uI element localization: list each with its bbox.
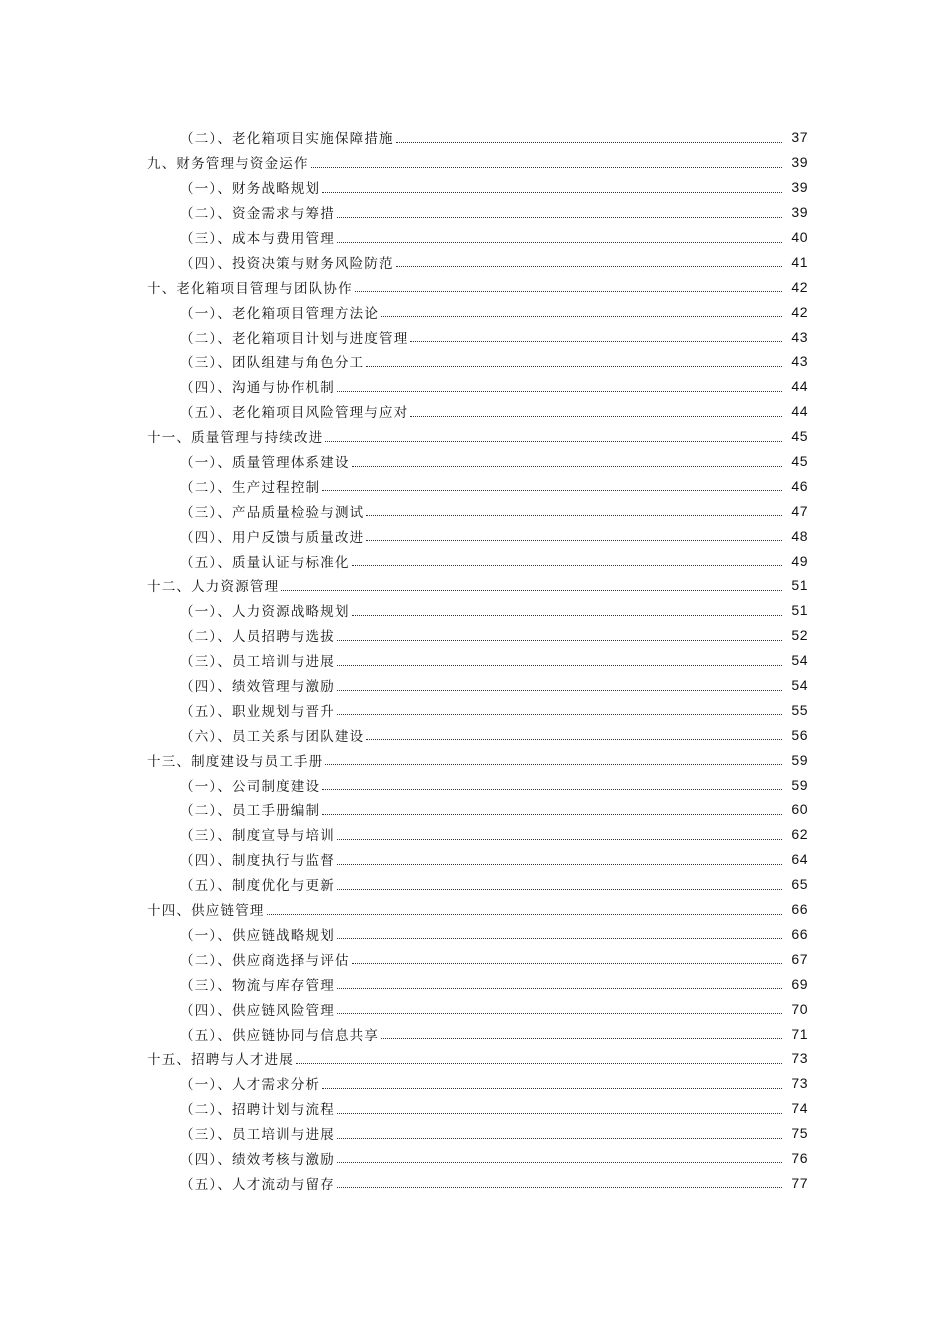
toc-section-entry[interactable]	[0, 847, 950, 872]
toc-page-number: 60	[791, 801, 808, 818]
toc-page-number: 47	[791, 502, 808, 519]
toc-entry-label: （三）、物流与库存管理	[180, 977, 335, 994]
toc-page-number: 39	[791, 179, 808, 196]
toc-page-number: 54	[791, 677, 808, 694]
toc-dot-leader	[381, 316, 782, 317]
toc-page-number: 76	[791, 1149, 808, 1166]
toc-section-entry[interactable]	[0, 249, 950, 274]
toc-page-number: 42	[791, 303, 808, 320]
toc-entry-label: （二）、员工手册编制	[180, 803, 321, 820]
toc-page-number: 66	[791, 901, 808, 918]
toc-dot-leader	[337, 1187, 782, 1188]
toc-dot-leader	[337, 1013, 782, 1014]
toc-page-number: 75	[791, 1125, 808, 1142]
toc-entry-label: （二）、招聘计划与流程	[180, 1102, 335, 1119]
toc-entry-label: （一）、人才需求分析	[180, 1077, 321, 1094]
toc-entry-label: （五）、职业规划与晋升	[180, 703, 335, 720]
toc-entry-label: 十四、供应链管理	[147, 903, 265, 920]
toc-entry-label: 十二、人力资源管理	[147, 579, 280, 596]
toc-entry-label: （五）、老化箱项目风险管理与应对	[180, 405, 409, 422]
toc-page-number: 52	[791, 627, 808, 644]
toc-entry-label: （三）、制度宣导与培训	[180, 828, 335, 845]
toc-section-entry[interactable]	[0, 996, 950, 1021]
toc-section-entry[interactable]	[0, 971, 950, 996]
toc-entry-label: （五）、制度优化与更新	[180, 878, 335, 895]
toc-page-number: 44	[791, 403, 808, 420]
toc-chapter-entry[interactable]	[0, 573, 950, 598]
toc-section-entry[interactable]	[0, 697, 950, 722]
toc-dot-leader	[337, 1113, 782, 1114]
toc-page-number: 62	[791, 826, 808, 843]
toc-page-number: 73	[791, 1075, 808, 1092]
toc-section-entry[interactable]	[0, 722, 950, 747]
toc-section-entry[interactable]	[0, 1121, 950, 1146]
toc-entry-label: （四）、投资决策与财务风险防范	[180, 255, 394, 272]
toc-dot-leader	[337, 839, 782, 840]
toc-section-entry[interactable]	[0, 1021, 950, 1046]
toc-dot-leader	[337, 640, 782, 641]
toc-section-entry[interactable]	[0, 523, 950, 548]
toc-page-number: 44	[791, 378, 808, 395]
toc-chapter-entry[interactable]	[0, 424, 950, 449]
toc-entry-label: （四）、制度执行与监督	[180, 853, 335, 870]
toc-page-number: 77	[791, 1174, 808, 1191]
toc-dot-leader	[396, 142, 782, 143]
toc-page-number: 70	[791, 1000, 808, 1017]
toc-dot-leader	[352, 565, 782, 566]
toc-entry-label: 十、老化箱项目管理与团队协作	[147, 280, 353, 297]
toc-dot-leader	[337, 217, 782, 218]
toc-page-number: 45	[791, 453, 808, 470]
toc-dot-leader	[281, 590, 782, 591]
toc-section-entry[interactable]	[0, 473, 950, 498]
toc-page-number: 54	[791, 652, 808, 669]
toc-page-number: 56	[791, 726, 808, 743]
toc-entry-label: （一）、人力资源战略规划	[180, 604, 350, 621]
toc-dot-leader	[352, 466, 782, 467]
toc-entry-label: 九、财务管理与资金运作	[147, 156, 309, 173]
toc-section-entry[interactable]	[0, 673, 950, 698]
toc-dot-leader	[337, 690, 782, 691]
toc-section-entry[interactable]	[0, 1146, 950, 1171]
toc-page-number: 37	[791, 129, 808, 146]
toc-entry-label: 十一、质量管理与持续改进	[147, 430, 324, 447]
toc-chapter-entry[interactable]	[0, 274, 950, 299]
toc-dot-leader	[337, 889, 782, 890]
toc-dot-leader	[352, 615, 782, 616]
toc-dot-leader	[322, 192, 782, 193]
toc-dot-leader	[410, 341, 782, 342]
toc-dot-leader	[366, 739, 782, 740]
toc-page-number: 45	[791, 428, 808, 445]
toc-page-number: 43	[791, 328, 808, 345]
toc-dot-leader	[325, 764, 782, 765]
toc-entry-label: 十三、制度建设与员工手册	[147, 753, 324, 770]
toc-section-entry[interactable]	[0, 225, 950, 250]
toc-section-entry[interactable]	[0, 125, 950, 150]
toc-section-entry[interactable]	[0, 946, 950, 971]
toc-dot-leader	[337, 1138, 782, 1139]
toc-entry-label: （二）、供应商选择与评估	[180, 952, 350, 969]
toc-page-number: 64	[791, 851, 808, 868]
toc-dot-leader	[325, 441, 782, 442]
toc-section-entry[interactable]	[0, 623, 950, 648]
toc-page-number: 40	[791, 229, 808, 245]
toc-section-entry[interactable]	[0, 175, 950, 200]
toc-chapter-entry[interactable]	[0, 747, 950, 772]
toc-dot-leader	[352, 963, 782, 964]
toc-entry-label: （一）、供应链战略规划	[180, 927, 335, 944]
toc-entry-label: （一）、公司制度建设	[180, 778, 321, 795]
toc-chapter-entry[interactable]	[0, 1046, 950, 1071]
toc-dot-leader	[410, 416, 782, 417]
toc-page-number: 59	[791, 776, 808, 793]
toc-entry-label: （三）、员工培训与进展	[180, 654, 335, 671]
toc-dot-leader	[337, 1162, 782, 1163]
toc-section-entry[interactable]	[0, 872, 950, 897]
toc-page-number: 67	[791, 950, 808, 967]
toc-page-number: 48	[791, 527, 808, 544]
toc-section-entry[interactable]	[0, 399, 950, 424]
toc-page-number: 49	[791, 552, 808, 569]
toc-section-entry[interactable]	[0, 200, 950, 225]
toc-dot-leader	[337, 714, 782, 715]
toc-page-number: 59	[791, 751, 808, 768]
toc-section-entry[interactable]	[0, 299, 950, 324]
toc-dot-leader	[366, 366, 782, 367]
toc-section-entry[interactable]	[0, 598, 950, 623]
toc-dot-leader	[322, 1088, 782, 1089]
toc-entry-label: （二）、资金需求与筹措	[180, 206, 335, 223]
toc-page-number: 51	[791, 577, 808, 594]
toc-chapter-entry[interactable]	[0, 897, 950, 922]
toc-entry-label: （三）、员工培训与进展	[180, 1127, 335, 1144]
toc-entry-label: （五）、供应链协同与信息共享	[180, 1027, 380, 1044]
toc-dot-leader	[311, 167, 782, 168]
toc-entry-label: （一）、老化箱项目管理方法论	[180, 305, 380, 322]
toc-entry-label: （三）、产品质量检验与测试	[180, 504, 365, 521]
toc-entry-label: （四）、用户反馈与质量改进	[180, 529, 365, 546]
toc-entry-label: （一）、质量管理体系建设	[180, 455, 350, 472]
toc-dot-leader	[396, 266, 782, 267]
toc-page-number: 69	[791, 975, 808, 992]
toc-dot-leader	[355, 291, 782, 292]
toc-entry-label: （三）、团队组建与角色分工	[180, 355, 365, 372]
toc-dot-leader	[337, 242, 782, 243]
toc-entry-label: （五）、人才流动与留存	[180, 1176, 335, 1193]
toc-dot-leader	[337, 988, 782, 989]
toc-dot-leader	[322, 490, 782, 491]
toc-section-entry[interactable]	[0, 349, 950, 374]
toc-page-number: 39	[791, 154, 808, 171]
toc-page-number: 73	[791, 1050, 808, 1067]
toc-dot-leader	[337, 665, 782, 666]
toc-section-entry[interactable]	[0, 498, 950, 523]
toc-dot-leader	[381, 1038, 782, 1039]
toc-dot-leader	[366, 515, 782, 516]
toc-page-number: 55	[791, 701, 808, 718]
toc-entry-label: 十五、招聘与人才进展	[147, 1052, 294, 1069]
toc-section-entry[interactable]	[0, 1170, 950, 1195]
toc-entry-label: （二）、生产过程控制	[180, 479, 321, 496]
toc-entry-label: （三）、成本与费用管理	[180, 231, 335, 247]
toc-page-number: 71	[791, 1025, 808, 1042]
toc-entry-label: （四）、供应链风险管理	[180, 1002, 335, 1019]
toc-entry-label: （四）、沟通与协作机制	[180, 380, 335, 397]
toc-section-entry[interactable]	[0, 548, 950, 573]
toc-entry-label: （四）、绩效考核与激励	[180, 1151, 335, 1168]
toc-dot-leader	[366, 540, 782, 541]
toc-dot-leader	[322, 814, 782, 815]
toc-section-entry[interactable]	[0, 374, 950, 399]
toc-page-number: 74	[791, 1100, 808, 1117]
toc-entry-label: （四）、绩效管理与激励	[180, 679, 335, 696]
toc-dot-leader	[296, 1063, 782, 1064]
toc-section-entry[interactable]	[0, 449, 950, 474]
toc-page-number: 43	[791, 353, 808, 370]
toc-page-number: 65	[791, 876, 808, 893]
toc-section-entry[interactable]	[0, 797, 950, 822]
toc-dot-leader	[337, 391, 782, 392]
toc-entry-label: （一）、财务战略规划	[180, 181, 321, 198]
toc-dot-leader	[322, 789, 782, 790]
toc-page-number: 51	[791, 602, 808, 619]
toc-chapter-entry[interactable]	[0, 150, 950, 175]
toc-section-entry[interactable]	[0, 822, 950, 847]
toc-dot-leader	[337, 938, 782, 939]
toc-entry-label: （五）、质量认证与标准化	[180, 554, 350, 571]
toc-section-entry[interactable]	[0, 922, 950, 947]
toc-section-entry[interactable]	[0, 1071, 950, 1096]
toc-entry-label: （六）、员工关系与团队建设	[180, 728, 365, 745]
table-of-contents	[0, 125, 950, 1195]
toc-entry-label: （二）、老化箱项目实施保障措施	[180, 131, 394, 148]
toc-entry-label: （二）、人员招聘与选拔	[180, 629, 335, 646]
toc-section-entry[interactable]	[0, 772, 950, 797]
toc-dot-leader	[267, 914, 782, 915]
toc-entry-label: （二）、老化箱项目计划与进度管理	[180, 330, 409, 347]
toc-page-number: 41	[791, 253, 808, 270]
toc-page-number: 46	[791, 477, 808, 494]
toc-section-entry[interactable]	[0, 648, 950, 673]
toc-page-number: 39	[791, 204, 808, 221]
toc-page-number: 66	[791, 925, 808, 942]
toc-section-entry[interactable]	[0, 324, 950, 349]
toc-section-entry[interactable]	[0, 1096, 950, 1121]
toc-dot-leader	[337, 864, 782, 865]
toc-page-number: 42	[791, 278, 808, 295]
